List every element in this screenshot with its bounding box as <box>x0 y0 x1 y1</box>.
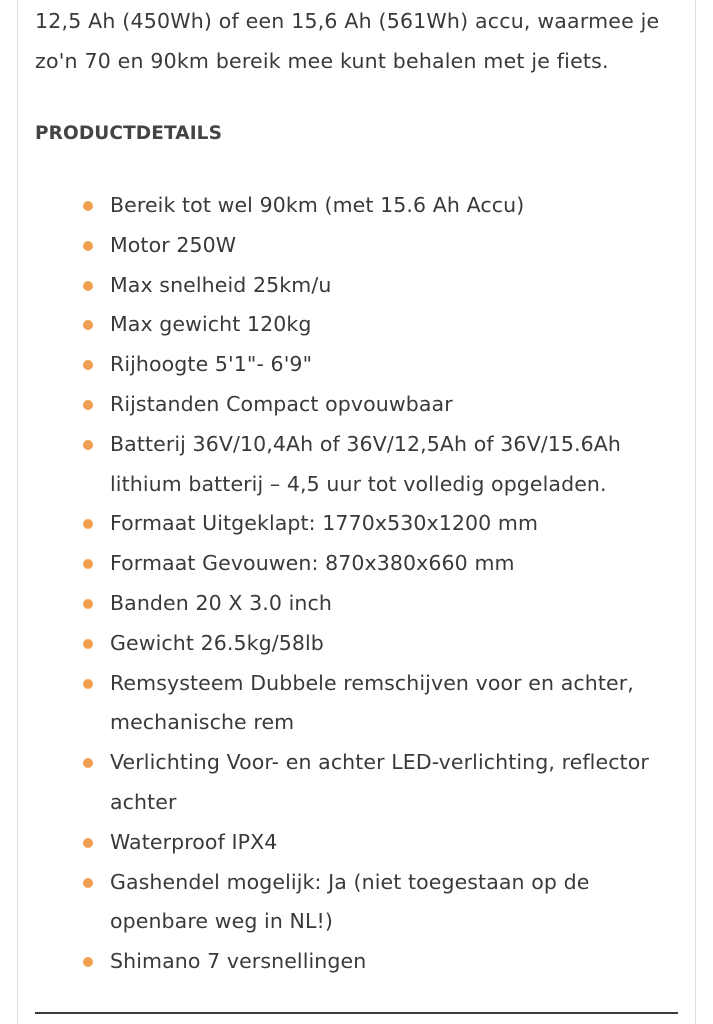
bullet-icon <box>83 440 93 450</box>
spec-text: Rijhoogte 5'1"- 6'9" <box>110 352 313 377</box>
spec-item <box>35 345 680 385</box>
bullet-icon <box>83 957 93 967</box>
spec-item <box>35 664 680 744</box>
spec-item <box>35 186 680 226</box>
spec-text: Max gewicht 120kg <box>110 312 312 337</box>
spec-item <box>35 305 680 345</box>
section-divider <box>35 1012 678 1014</box>
spec-text: Verlichting Voor- en achter LED-verlichting, reflector achter <box>110 750 649 814</box>
bullet-icon <box>83 360 93 370</box>
bullet-icon <box>83 878 93 888</box>
spec-item <box>35 226 680 266</box>
spec-item <box>35 823 680 863</box>
bullet-icon <box>83 758 93 768</box>
spec-text: Rijstanden Compact opvouwbaar <box>110 391 453 416</box>
spec-text: Batterij 36V/10,4Ah of 36V/12,5Ah of 36V/15.6Ah lithium batterij – 4,5 uur tot volledig opgeladen. <box>110 431 621 496</box>
spec-text: Gewicht 26.5kg/58lb <box>110 630 324 655</box>
spec-item <box>35 504 680 544</box>
bullet-icon <box>83 639 93 649</box>
product-description <box>35 0 680 974</box>
content-border-right <box>695 0 696 1024</box>
bullet-icon <box>83 320 93 330</box>
section-heading-productdetails: PRODUCTDETAILS <box>35 123 222 144</box>
bullet-icon <box>83 679 93 689</box>
intro-paragraph: 12,5 Ah (450Wh) of een 15,6 Ah (561Wh) accu, waarmee je zo'n 70 en 90km bereik mee kunt behalen met je fiets. <box>35 9 660 73</box>
spec-text: Banden 20 X 3.0 inch <box>110 590 332 615</box>
spec-text: Motor 250W <box>110 232 237 257</box>
spec-text: Remsysteem Dubbele remschijven voor en achter, mechanische rem <box>110 670 634 735</box>
spec-item <box>35 385 680 425</box>
spec-text: Formaat Gevouwen: 870x380x660 mm <box>110 551 515 576</box>
spec-item <box>35 942 680 982</box>
spec-item <box>35 266 680 306</box>
spec-item <box>35 584 680 624</box>
bullet-icon <box>83 201 93 211</box>
bullet-icon <box>83 281 93 291</box>
bullet-icon <box>83 559 93 569</box>
spec-text: Formaat Uitgeklapt: 1770x530x1200 mm <box>110 511 539 536</box>
spec-text: Waterproof IPX4 <box>110 829 278 854</box>
spec-item <box>35 425 680 505</box>
bullet-icon <box>83 519 93 529</box>
spec-text: Gashendel mogelijk: Ja (niet toegestaan op de openbare weg in NL!) <box>110 869 590 934</box>
spec-item <box>35 863 680 943</box>
spec-item <box>35 544 680 584</box>
spec-item <box>35 624 680 664</box>
bullet-icon <box>83 400 93 410</box>
spec-list <box>35 186 680 982</box>
spec-text: Max snelheid 25km/u <box>110 272 332 297</box>
content-border-left <box>17 0 18 1024</box>
bullet-icon <box>83 599 93 609</box>
spec-text: Bereik tot wel 90km (met 15.6 Ah Accu) <box>110 193 525 217</box>
bullet-icon <box>83 838 93 848</box>
spec-item <box>35 743 680 823</box>
spec-text: Shimano 7 versnellingen <box>110 949 367 974</box>
bullet-icon <box>83 241 93 251</box>
